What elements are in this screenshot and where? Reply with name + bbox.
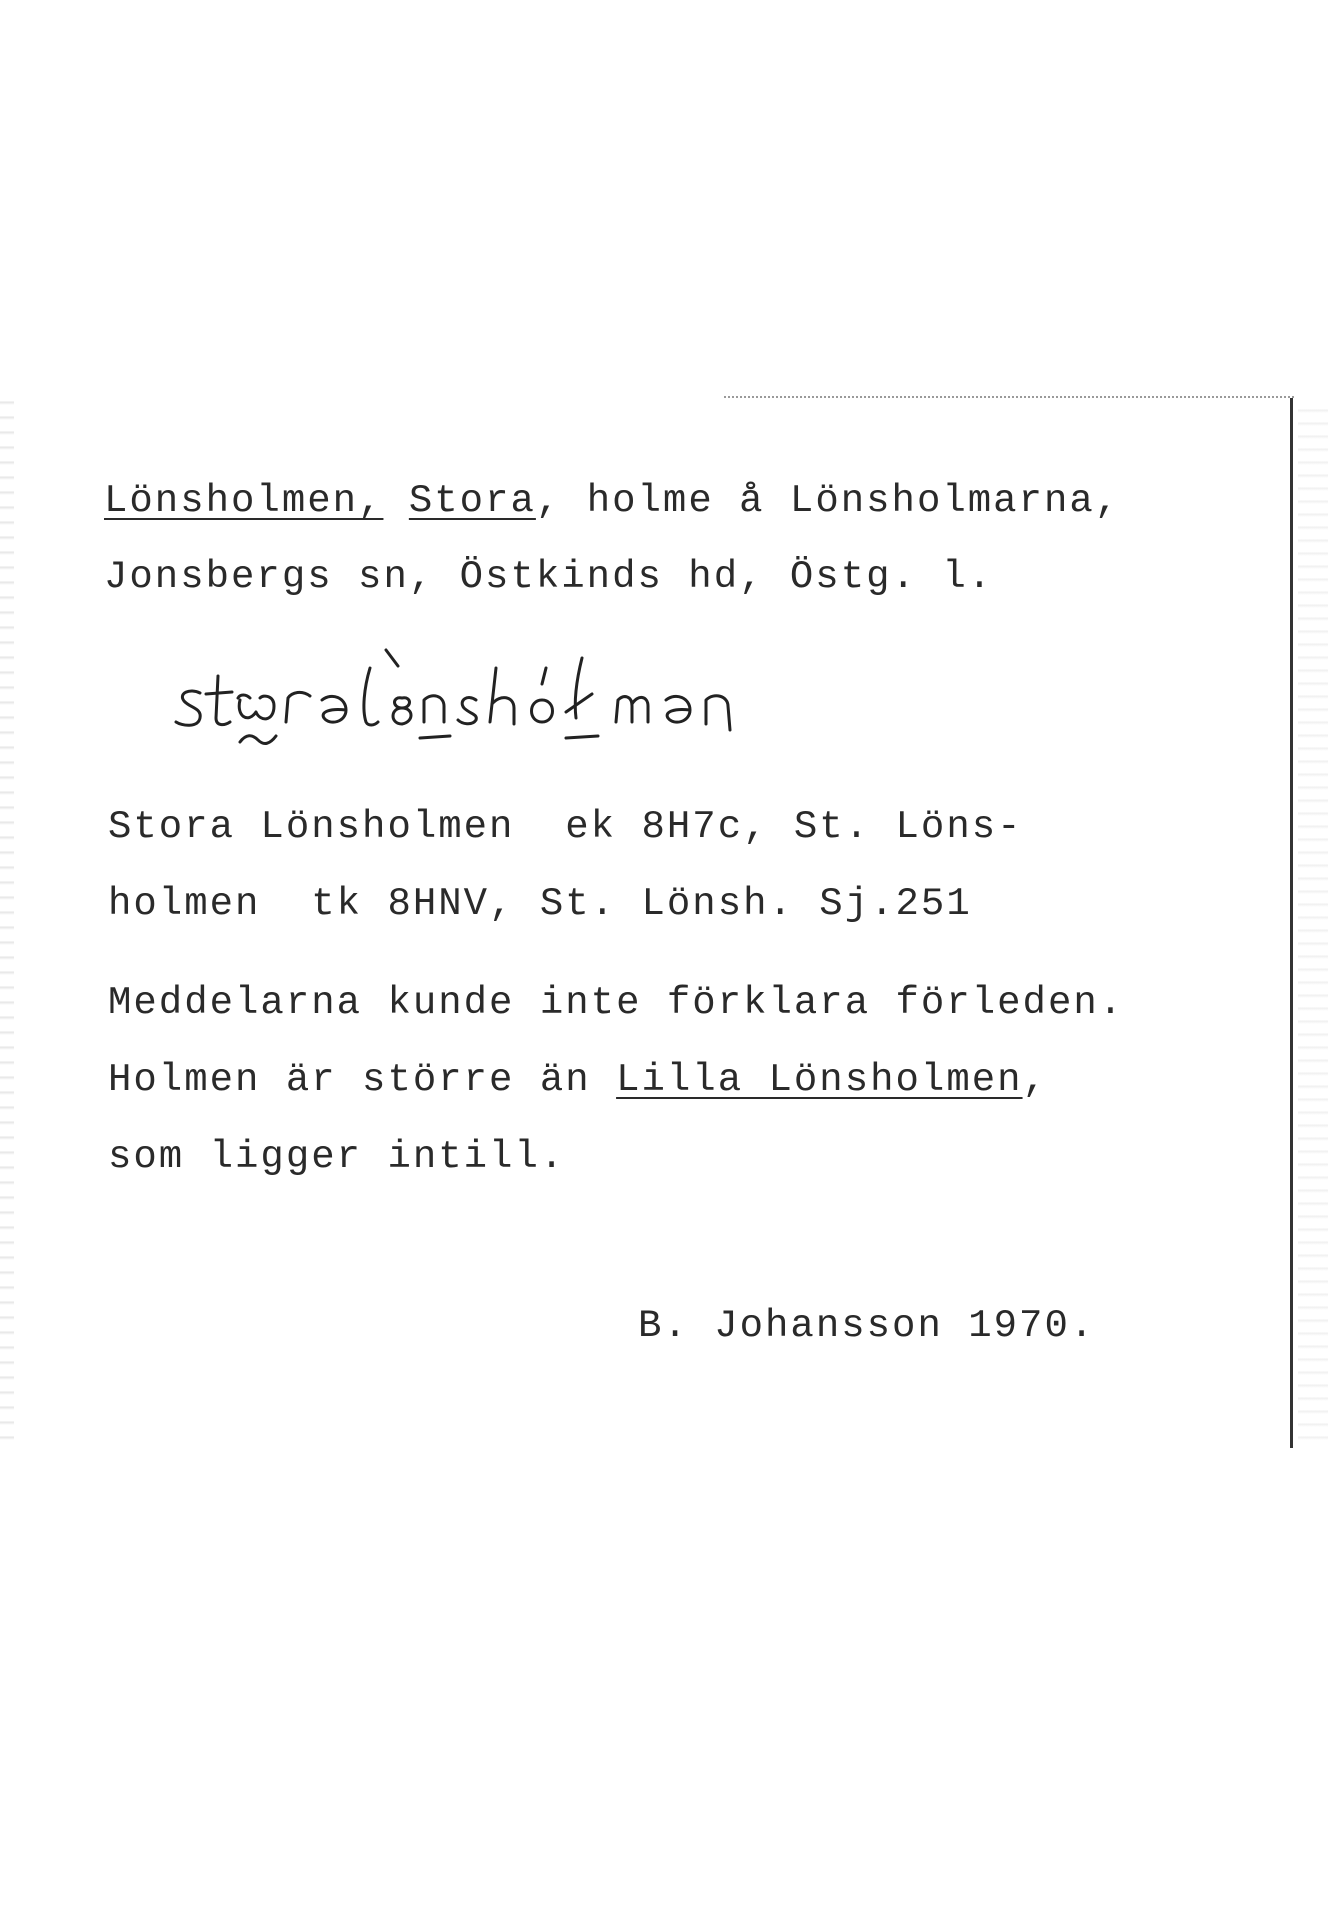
scan-edge-right bbox=[1298, 400, 1328, 1440]
place-description: , holme å Lönsholmarna, bbox=[535, 479, 1121, 523]
note-line-2 bbox=[108, 1058, 1048, 1102]
header-line-1 bbox=[104, 479, 1121, 523]
scan-edge-left bbox=[0, 390, 14, 1450]
cross-reference: Lilla Lönsholmen bbox=[616, 1058, 1023, 1102]
card-top-edge bbox=[724, 396, 1294, 398]
place-name: Lönsholmen, bbox=[104, 479, 384, 523]
note-line-3: som ligger intill. bbox=[108, 1135, 566, 1179]
reference-line-1: Stora Lönsholmen ek 8H7c, St. Löns- bbox=[108, 805, 1023, 849]
phonetic-transcription bbox=[170, 638, 790, 748]
header-line-2: Jonsbergs sn, Östkinds hd, Östg. l. bbox=[104, 555, 994, 599]
note-line-1: Meddelarna kunde inte förklara förleden. bbox=[108, 981, 1125, 1025]
note-punctuation: , bbox=[1022, 1058, 1048, 1102]
card-right-edge bbox=[1290, 398, 1293, 1448]
signature: B. Johansson 1970. bbox=[638, 1304, 1096, 1348]
place-qualifier: Stora bbox=[408, 479, 536, 523]
note-text: Holmen är större än bbox=[108, 1058, 617, 1102]
reference-line-2: holmen tk 8HNV, St. Lönsh. Sj.251 bbox=[108, 882, 972, 926]
